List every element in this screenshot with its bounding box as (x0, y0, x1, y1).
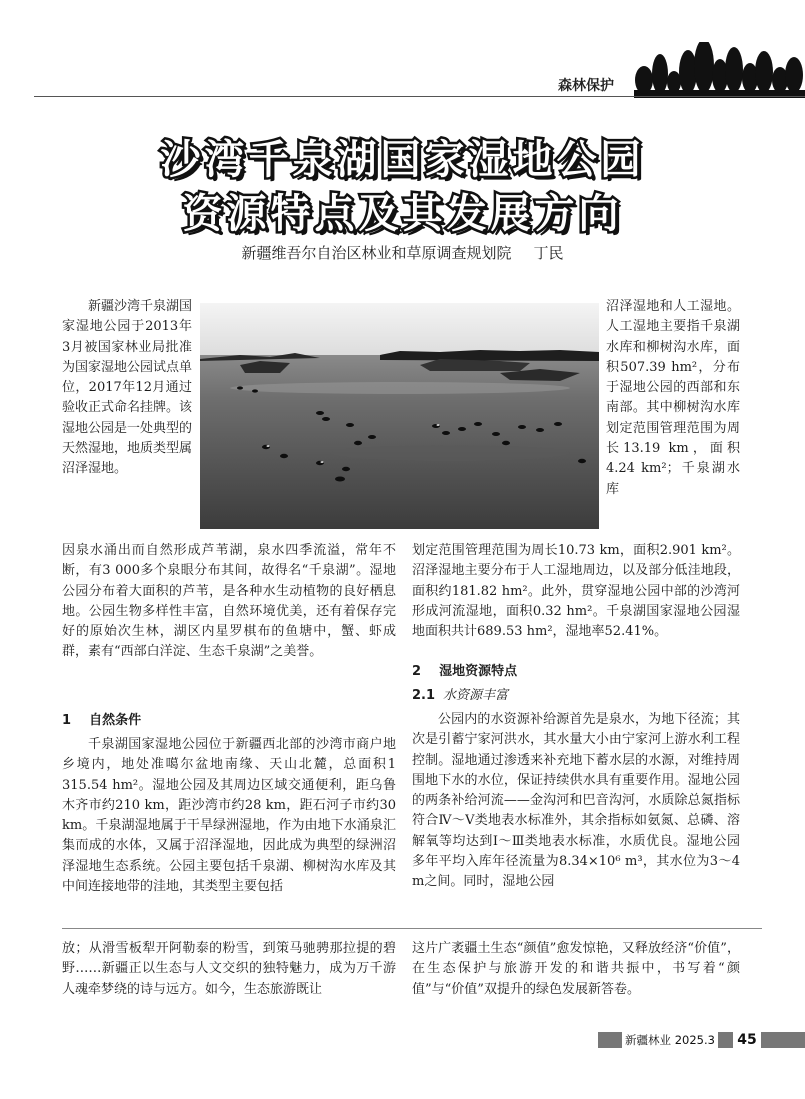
section-1-number: 1 (62, 713, 72, 728)
author-name: 丁民 (533, 244, 564, 262)
text-bottom-right (412, 939, 740, 1000)
section-label: 森林保护 (558, 78, 614, 94)
paragraph-water-resources: 公园内的水资源补给源首先是泉水，为地下径流；其次是引蓄宁家河洪水，其水量大小由宁家河上游水利工程控制。湿地通过渗透来补充地下蓄水层的水源，对维持周围地下水的水位，保证持续供水具有重要作用。湿地公园的两条补给河流——金沟河和巴音沟河，水质除总氮指标符合Ⅳ～Ⅴ类地表水标准外，其余指标如氨氮、总磷、溶解氧等均达到Ⅰ～Ⅲ类地表水标准，水质优良。湿地公园多年平均入库年径流量为8.34×10⁶ m³，其水位为3～4 m之间。同时，湿地公园 (412, 712, 740, 890)
trees-icon (634, 42, 805, 98)
paragraph-closing-left: 放；从滑雪板犁开阿勒泰的粉雪，到策马驰骋那拉提的碧野……新疆正以生态与人文交织的独特魅力，成为万千游人魂牵梦绕的诗与远方。如今，生态旅游既让 (62, 941, 396, 997)
text-left-full (62, 541, 396, 663)
article-title-line2: 资源特点及其发展方向 (182, 191, 623, 237)
page-number: 45 (733, 1030, 761, 1050)
text-section-2-1 (412, 710, 740, 893)
section-2-title: 湿地资源特点 (439, 664, 518, 679)
header-rule (34, 96, 805, 97)
section-1-title: 自然条件 (89, 713, 142, 728)
section-2-1-number: 2.1 (412, 688, 436, 703)
lake-photo (200, 303, 599, 529)
paragraph-intro: 新疆沙湾千泉湖国家湿地公园于2013年3月被国家林业局批准为国家湿地公园试点单位，2017年12月通过验收正式命名挂牌。该湿地公园是一处典型的天然湿地，地质类型属沼泽湿地。 (62, 299, 193, 477)
text-section-1 (62, 735, 396, 897)
byline (0, 242, 805, 263)
paragraph-wetland-types-cont: 划定范围管理范围为周长10.73 km，面积2.901 km²。沼泽湿地主要分布于人工湿地周边，以及部分低洼地段，面积约181.82 hm²。此外，贯穿湿地公园中部的沙湾河形成河流湿地，面积0.32 hm²。千泉湖国家湿地公园湿地面积共计689.53 hm²，湿地率52.41%。 (412, 543, 740, 640)
text-bottom-left (62, 939, 396, 1000)
section-divider (62, 928, 762, 929)
section-2-1-heading (412, 686, 508, 706)
section-2-heading (412, 662, 517, 682)
text-right-wrap (606, 297, 740, 500)
article-title-line1: 沙湾千泉湖国家湿地公园 (160, 137, 645, 183)
footer-magazine: 新疆林业 2025.3 (625, 1033, 715, 1047)
section-2-1-title: 水资源丰富 (443, 688, 509, 703)
paragraph-closing-right: 这片广袤疆土生态“颜值”愈发惊艳，又释放经济“价值”，在生态保护与旅游开发的和谐共振中，书写着“颜值”与“价值”双提升的绿色发展新答卷。 (412, 941, 740, 997)
paragraph-wetland-types: 沼泽湿地和人工湿地。人工湿地主要指千泉湖水库和柳树沟水库，面积507.39 hm²，分布于湿地公园的西部和东南部。其中柳树沟水库划定范围管理范围为周长13.19 km，面积4.24 km²；千泉湖水库 (606, 299, 740, 497)
paragraph-natural-conditions: 千泉湖国家湿地公园位于新疆西北部的沙湾市商户地乡境内，地处准噶尔盆地南缘、天山北麓，总面积1 315.54 hm²。湿地公园及其周边区域交通便利，距乌鲁木齐市约210 km，距沙湾市约28 km，距石河子市约30 km。千泉湖湿地属于干旱绿洲湿地，作为由地下水涌泉汇集而成的水体，又属于沼泽湿地，因此成为典型的绿洲沼泽湿地生态系统。公园主要包括千泉湖、柳树沟水库及其中间连接地带的洼地，其类型主要包括 (62, 737, 396, 895)
author-institution: 新疆维吾尔自治区林业和草原调查规划院 (241, 244, 512, 262)
text-right-full (412, 541, 740, 642)
section-1-heading (62, 711, 141, 731)
paragraph-intro-cont: 因泉水涌出而自然形成芦苇湖，泉水四季流溢，常年不断，有3 000多个泉眼分布其间，故得名“千泉湖”。湿地公园分布着大面积的芦苇，是各种水生动植物的良好栖息地。公园生物多样性丰富，自然环境优美，还有着保存完好的原始次生林，湖区内星罗棋布的鱼塘中，蟹、虾成群，素有“西部白洋淀、生态千泉湖”之美誉。 (62, 543, 396, 660)
text-left-wrap (62, 297, 192, 480)
section-2-number: 2 (412, 664, 422, 679)
